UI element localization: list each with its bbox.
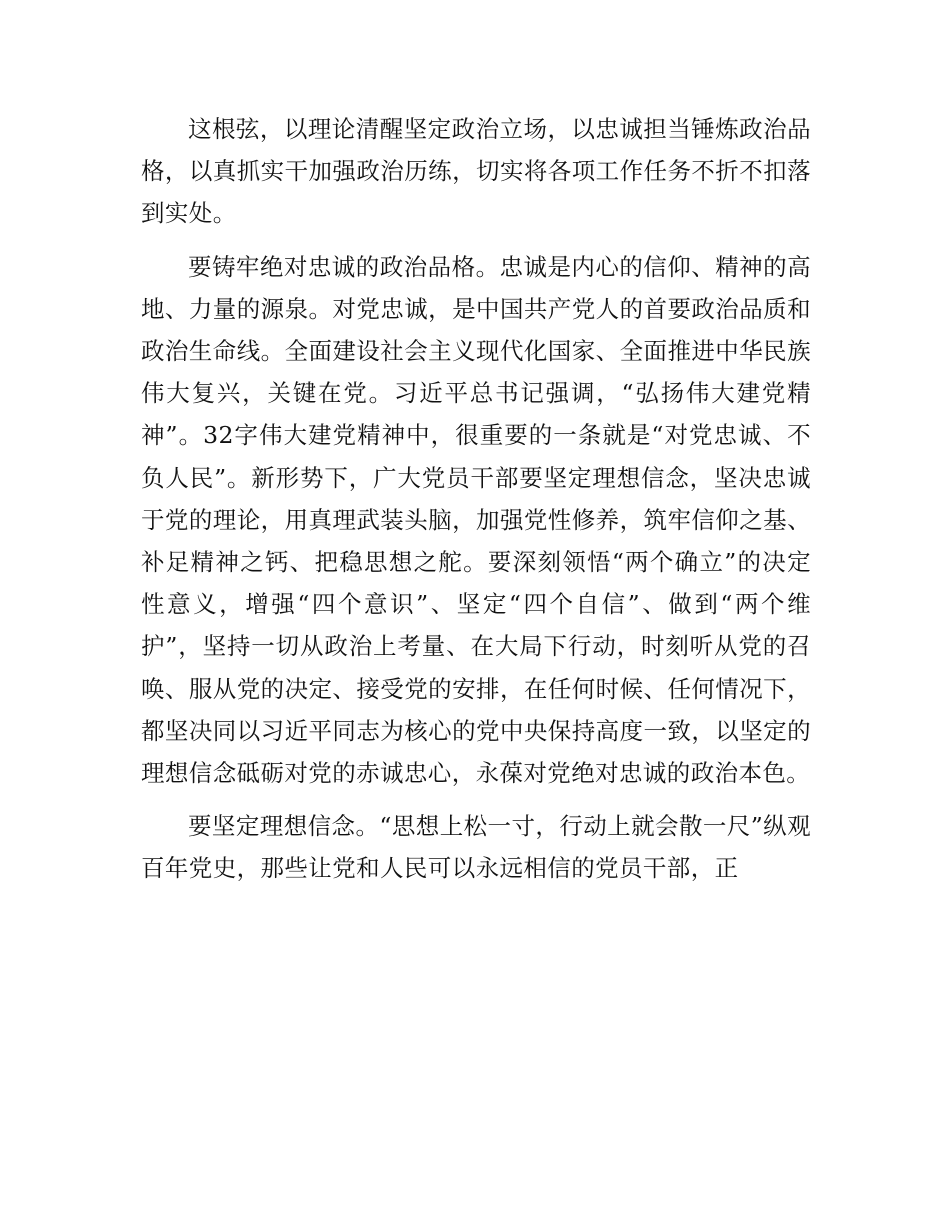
document-body [141, 108, 811, 901]
paragraph-continued: 这根弦，以理论清醒坚定政治立场，以忠诚担当锤炼政治品格，以真抓实干加强政治历练，切实将各项工作任务不折不扣落到实处。 [141, 115, 811, 228]
paragraph-loyalty: 要铸牢绝对忠诚的政治品格。忠诚是内心的信仰、精神的高地、力量的源泉。对党忠诚，是中国共产党人的首要政治品质和政治生命线。全面建设社会主义现代化国家、全面推进中华民族伟大复兴，关键在党。习近平总书记强调，“弘扬伟大建党精神”。32字伟大建党精神中，很重要的一条就是“对党忠诚、不负人民”。新形势下，广大党员干部要坚定理想信念，坚决忠诚于党的理论，用真理武装头脑，加强党性修养，筑牢信仰之基、补足精神之钙、把稳思想之舵。要深刻领悟“两个确立”的决定性意义，增强“四个意识”、坚定“四个自信”、做到“两个维护”，坚持一切从政治上考量、在大局下行动，时刻听从党的召唤、服从党的决定、接受党的安排，在任何时候、任何情况下，都坚决同以习近平同志为核心的党中央保持高度一致，以坚定的理想信念砥砺对党的赤诚忠心，永葆对党绝对忠诚的政治本色。 [141, 252, 811, 788]
paragraph-ideals: 要坚定理想信念。“思想上松一寸，行动上就会散一尺”纵观百年党史，那些让党和人民可以永远相信的党员干部，正 [141, 812, 811, 883]
